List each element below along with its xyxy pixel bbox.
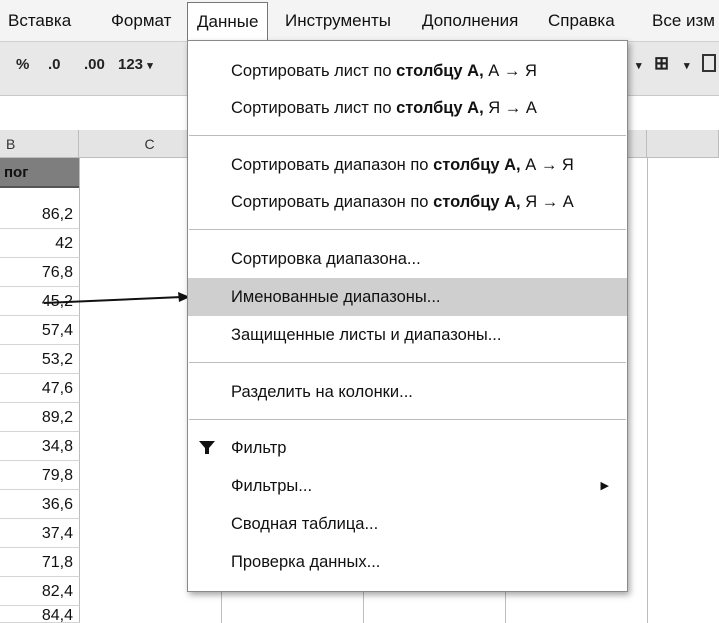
header-cell[interactable]: пог bbox=[0, 158, 79, 188]
table-cell[interactable]: 37,4 bbox=[0, 519, 80, 548]
increase-decimal-label: .00 bbox=[84, 56, 105, 73]
menu-format[interactable]: Формат bbox=[111, 11, 172, 30]
menu-separator bbox=[189, 419, 626, 420]
data-validation-item[interactable]: Проверка данных... bbox=[231, 553, 381, 571]
menu-data[interactable]: Данные bbox=[187, 2, 268, 42]
item-label: Сортировать лист по bbox=[231, 99, 397, 117]
menu-tools[interactable]: Инструменты bbox=[285, 11, 392, 30]
menu-addons[interactable]: Дополнения bbox=[422, 11, 519, 30]
chevron-down-icon: ▾ bbox=[684, 60, 690, 72]
item-label: Сортировать диапазон по bbox=[231, 193, 434, 211]
table-cell[interactable]: 42 bbox=[0, 229, 80, 258]
menu-separator bbox=[189, 229, 626, 230]
percent-format-button[interactable]: % bbox=[16, 56, 30, 73]
filter-icon bbox=[198, 439, 216, 457]
split-to-columns-item[interactable]: Разделить на колонки... bbox=[231, 383, 413, 401]
filter-item[interactable] bbox=[188, 429, 627, 467]
item-label: А → Я bbox=[483, 62, 537, 80]
table-cell[interactable]: 57,4 bbox=[0, 316, 80, 345]
menu-insert[interactable]: Вставка bbox=[8, 11, 72, 30]
menu-separator bbox=[189, 362, 626, 363]
decrease-decimal-label: .0 bbox=[48, 56, 61, 73]
sort-sheet-az-item[interactable] bbox=[188, 52, 627, 90]
table-cell[interactable]: 76,8 bbox=[0, 258, 80, 287]
sort-range-za-item[interactable] bbox=[188, 183, 627, 221]
table-cell[interactable]: 86,2 bbox=[0, 200, 80, 229]
pivot-table-item[interactable]: Сводная таблица... bbox=[231, 515, 379, 533]
item-label: Фильтр bbox=[231, 439, 287, 457]
sort-range-az-item[interactable] bbox=[188, 146, 627, 184]
data-menu-dropdown bbox=[187, 40, 628, 592]
item-label-bold: столбцу A, bbox=[433, 156, 521, 174]
item-label-bold: столбцу A, bbox=[396, 99, 484, 117]
menu-all-changes[interactable]: Все изм bbox=[652, 11, 715, 30]
chevron-down-icon: ▾ bbox=[636, 60, 642, 72]
item-label: Фильтры... bbox=[231, 477, 313, 495]
table-cell[interactable]: 45,2 bbox=[0, 287, 80, 316]
item-label-bold: столбцу A, bbox=[396, 62, 484, 80]
menu-help[interactable]: Справка bbox=[548, 11, 615, 30]
submenu-arrow-icon: ▶ bbox=[600, 480, 609, 492]
sort-range-item[interactable]: Сортировка диапазона... bbox=[231, 250, 421, 268]
named-ranges-item[interactable]: Именованные диапазоны... bbox=[188, 278, 627, 316]
table-cell[interactable]: 71,8 bbox=[0, 548, 80, 577]
item-label: Я → А bbox=[483, 99, 537, 117]
column-header-c[interactable]: C bbox=[79, 130, 221, 158]
table-cell[interactable]: 84,4 bbox=[0, 606, 80, 623]
filters-item[interactable] bbox=[188, 467, 627, 505]
item-label-bold: столбцу A, bbox=[433, 193, 521, 211]
table-cell[interactable]: 82,4 bbox=[0, 577, 80, 606]
table-cell[interactable]: 34,8 bbox=[0, 432, 80, 461]
menu-separator bbox=[189, 135, 626, 136]
item-label: Сортировать лист по bbox=[231, 62, 397, 80]
table-cell[interactable]: 36,6 bbox=[0, 490, 80, 519]
sort-sheet-za-item[interactable] bbox=[188, 89, 627, 127]
table-cell[interactable]: 47,6 bbox=[0, 374, 80, 403]
item-label: А → Я bbox=[520, 156, 574, 174]
number-format-label: 123 bbox=[118, 56, 144, 73]
table-cell[interactable]: 79,8 bbox=[0, 461, 80, 490]
column-header-b[interactable]: B bbox=[0, 130, 79, 158]
borders-icon[interactable]: ⊞ bbox=[654, 53, 670, 73]
item-label: Я → А bbox=[520, 193, 574, 211]
table-cell[interactable]: 53,2 bbox=[0, 345, 80, 374]
item-label: Сортировать диапазон по bbox=[231, 156, 434, 174]
protected-sheets-item[interactable]: Защищенные листы и диапазоны... bbox=[231, 326, 502, 344]
table-cell[interactable]: 89,2 bbox=[0, 403, 80, 432]
chevron-down-icon: ▾ bbox=[147, 60, 153, 72]
